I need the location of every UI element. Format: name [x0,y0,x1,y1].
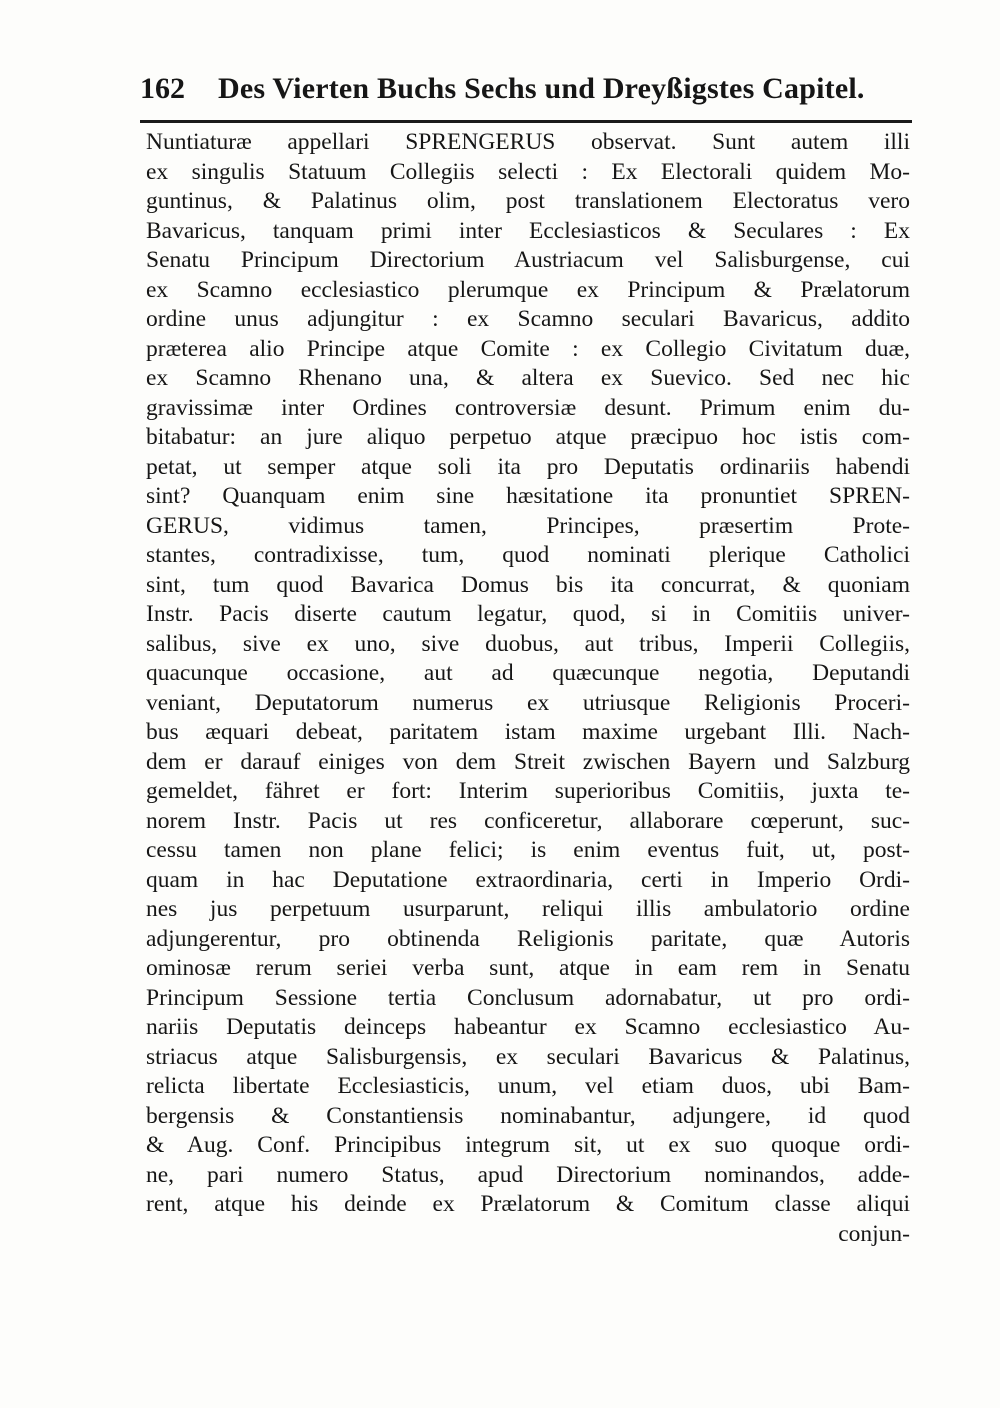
text-line: guntinus, & Palatinus olim, post translationem Electoratus vero [146,188,910,214]
page-header [140,72,910,112]
text-line: rent, atque his deinde ex Prælatorum & Comitum classe aliqui [146,1191,910,1217]
text-line: nariis Deputatis deinceps habeantur ex Scamno ecclesiastico Au- [146,1014,910,1040]
text-line: striacus atque Salisburgensis, ex seculari Bavaricus & Palatinus, [146,1043,910,1070]
text-line: veniant, Deputatorum numerus ex utriusque Religionis Proceri- [146,689,910,716]
text-line: dem er darauf einiges von dem Streit zwischen Bayern und Salzburg [146,748,910,775]
text-line: sint? Quanquam enim sine hæsitatione ita pronuntiet SPREN- [146,483,910,509]
text-line: ex Scamno ecclesiastico plerumque ex Principum & Prælatorum [146,276,910,303]
text-line: quacunque occasione, aut ad quæcunque negotia, Deputandi [146,660,910,686]
text-line: nes jus perpetuum usurparunt, reliqui illis ambulatorio ordine [146,896,910,922]
page-number: 162 [140,72,185,105]
text-line: ordine unus adjungitur : ex Scamno seculari Bavaricus, addito [146,306,910,332]
text-line: relicta libertate Ecclesiasticis, unum, vel etiam duos, ubi Bam- [146,1073,910,1099]
text-line: petat, ut semper atque soli ita pro Deputatis ordinariis habendi [146,453,910,480]
catchword: conjun- [838,1220,910,1247]
text-line: præterea alio Principe atque Comite : ex Collegio Civitatum duæ, [146,335,910,362]
header-rule [140,120,912,123]
running-head: Des Vierten Buchs Sechs und Dreyßigstes Capitel. [218,72,865,105]
text-line: ominosæ rerum seriei verba sunt, atque in eam rem in Senatu [146,955,910,981]
text-line: quam in hac Deputatione extraordinaria, certi in Imperio Ordi- [146,866,910,893]
text-line: ex singulis Statuum Collegiis selecti : Ex Electorali quidem Mo- [146,158,910,185]
text-line: Principum Sessione tertia Conclusum adornabatur, ut pro ordi- [146,984,910,1011]
text-line: gemeldet, fähret er fort: Interim superioribus Comitiis, juxta te- [146,778,910,804]
text-line: bitabatur: an jure aliquo perpetuo atque præcipuo hoc istis com- [146,424,910,450]
text-line: GERUS, vidimus tamen, Principes, præsertim Prote- [146,512,910,539]
text-line: salibus, sive ex uno, sive duobus, aut tribus, Imperii Collegiis, [146,630,910,657]
text-line: sint, tum quod Bavarica Domus bis ita concurrat, & quoniam [146,571,910,598]
text-line: Nuntiaturæ appellari SPRENGERUS observat. Sunt autem illi [146,129,910,155]
text-line: gravissimæ inter Ordines controversiæ desunt. Primum enim du- [146,394,910,421]
text-line: norem Instr. Pacis ut res conficeretur, allaborare cœperunt, suc- [146,807,910,834]
text-line: ne, pari numero Status, apud Directorium nominandos, adde- [146,1161,910,1188]
text-line: & Aug. Conf. Principibus integrum sit, ut ex suo quoque ordi- [146,1132,910,1158]
body-text [146,128,910,1249]
text-line: Instr. Pacis diserte cautum legatur, quod, si in Comitiis univer- [146,601,910,627]
text-line: Senatu Principum Directorium Austriacum vel Salisburgense, cui [146,247,910,273]
text-line: bergensis & Constantiensis nominabantur, adjungere, id quod [146,1102,910,1129]
text-line: Bavaricus, tanquam primi inter Ecclesiasticos & Seculares : Ex [146,217,910,244]
text-line: stantes, contradixisse, tum, quod nominati plerique Catholici [146,542,910,568]
text-line: adjungerentur, pro obtinenda Religionis paritate, quæ Autoris [146,925,910,952]
text-line: ex Scamno Rhenano una, & altera ex Suevico. Sed nec hic [146,365,910,391]
text-line: bus æquari debeat, paritatem istam maxime urgebant Illi. Nach- [146,719,910,745]
text-line: cessu tamen non plane felici; is enim eventus fuit, ut, post- [146,837,910,863]
